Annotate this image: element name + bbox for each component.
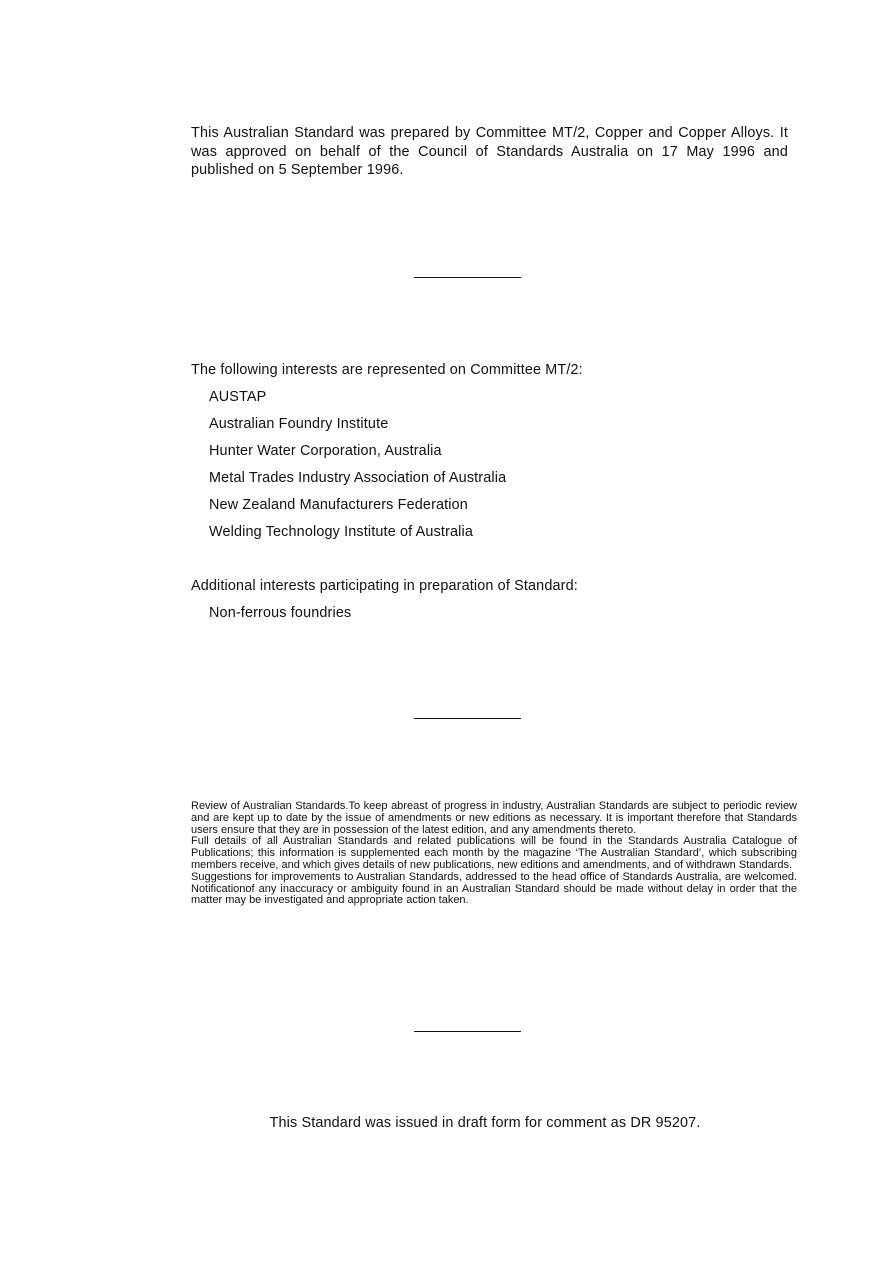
section-divider xyxy=(414,1031,521,1032)
additional-interests-list xyxy=(191,603,791,623)
committee-section xyxy=(191,360,791,542)
committee-member: Hunter Water Corporation, Australia xyxy=(209,443,442,459)
standards-review-notice xyxy=(191,801,797,907)
additional-interest: Non-ferrous foundries xyxy=(209,605,352,621)
section-divider xyxy=(414,277,521,278)
draft-statement: This Standard was issued in draft form for comment as DR 95207. xyxy=(269,1115,701,1131)
additional-interests-heading: Additional interests participating in preparation of Standard: xyxy=(191,578,578,594)
review-paragraph: Review of Australian Standards.To keep abreast of progress in industry, Australian Standards are subject to periodic review and are kept up to date by the issue of amendments or new editions as necessary. It is important therefore that Standards users ensure that they are in possession of the latest edition, and any amendments thereto. xyxy=(191,800,797,836)
committee-member: AUSTAP xyxy=(209,389,267,405)
preparation-statement: This Australian Standard was prepared by Committee MT/2, Copper and Copper Alloys. It was approved on behalf of the Council of Standards Australia on 17 May 1996 and published on 5 September 1996. xyxy=(191,125,788,178)
committee-member-list xyxy=(191,387,791,542)
section-divider xyxy=(414,718,521,719)
additional-interests-section xyxy=(191,576,791,623)
committee-member: Welding Technology Institute of Australia xyxy=(209,524,474,540)
suggestions-paragraph: Suggestions for improvements to Australian Standards, addressed to the head office of Standards Australia, are welcomed. Notificationof any inaccuracy or ambiguity found in an Australian Standard should be made without delay in order that the matter may be investigated and appropriate action taken. xyxy=(191,870,797,907)
committee-member: New Zealand Manufacturers Federation xyxy=(209,497,468,513)
catalogue-paragraph: Full details of all Australian Standards and related publications will be found in the Standards Australia Catalogue of Publications; this information is supplemented each month by the magazine ‘The Australian Standard’, which subscribing members receive, and which gives details of new publications, new editions and amendments, and of withdrawn Standards. xyxy=(191,835,797,871)
committee-heading: The following interests are represented on Committee MT/2: xyxy=(191,362,583,378)
committee-member: Australian Foundry Institute xyxy=(209,416,389,432)
committee-member: Metal Trades Industry Association of Australia xyxy=(209,470,507,486)
